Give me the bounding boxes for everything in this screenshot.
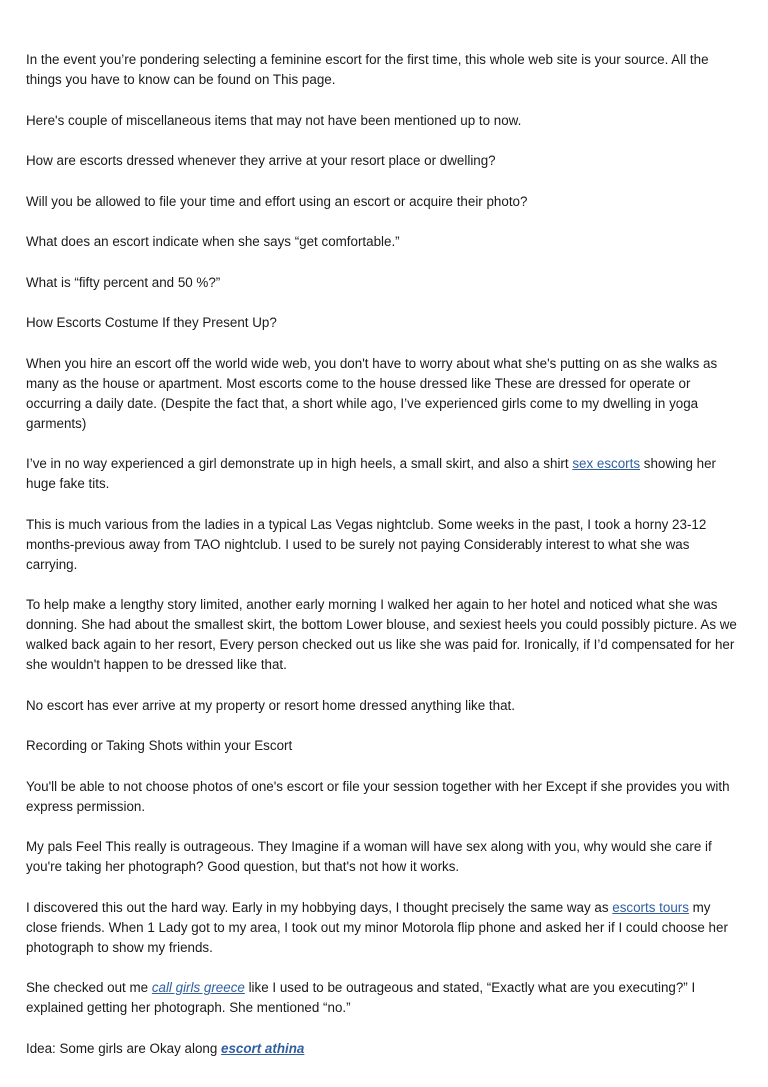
heading-costume: How Escorts Costume If they Present Up? xyxy=(26,315,277,330)
link-sex-escorts[interactable]: sex escorts xyxy=(572,456,641,471)
paragraph-no-escort: No escort has ever arrive at my property or resort home dressed anything like that. xyxy=(26,697,515,713)
paragraph-question-dressed: How are escorts dressed whenever they arrive at your resort place or dwelling? xyxy=(26,153,496,168)
paragraph-high-heels xyxy=(26,454,738,494)
link-escorts-tours[interactable]: escorts tours xyxy=(612,899,689,915)
paragraph-question-record: Will you be allowed to file your time and effort using an escort or acquire their photo? xyxy=(26,193,528,209)
link-escort-athina[interactable]: escort athina xyxy=(221,1040,305,1056)
paragraph-question-comfortable: What does an escort indicate when she says “get comfortable.” xyxy=(26,234,400,249)
paragraph-text: showing her huge fake tits. xyxy=(26,456,716,491)
paragraph-checked-out xyxy=(26,978,738,1018)
paragraph-text: She checked out me xyxy=(26,980,152,995)
paragraph-pals: My pals Feel This really is outrageous. They Imagine if a woman will have sex along with you, why would she care if you're taking her photograph? Good question, but that's not how it works. xyxy=(26,839,712,874)
paragraph-text: like I used to be outrageous and stated, “Exactly what are you executing?” I explained getting her photograph. She mentioned “no.” xyxy=(26,980,696,1015)
paragraph-idea xyxy=(26,1039,738,1059)
paragraph-misc-items: Here's couple of miscellaneous items that may not have been mentioned up to now. xyxy=(26,112,522,128)
link-call-girls-greece[interactable]: call girls greece xyxy=(151,980,245,995)
paragraph-text: I discovered this out the hard way. Early in my hobbying days, I thought precisely the same way as xyxy=(26,899,613,915)
paragraph-hard-way xyxy=(26,898,738,958)
paragraph-photos-permission: You'll be able to not choose photos of one's escort or file your session together with her Except if she provides you with express permission. xyxy=(26,778,730,814)
paragraph-long-story: To help make a lengthy story limited, another early morning I walked her again to her hotel and noticed what she was donning. She had about the smallest skirt, the bottom Lower blouse, and sexiest heels you could possibly picture. As we walked back again to her resort, Every person checked out us like she was paid for. Ironically, if I’d compensated for her she wouldn't happen to be dressed like that. xyxy=(26,597,737,672)
paragraph-text: my close friends. When 1 Lady got to my area, I took out my minor Motorola flip phone and asked her if I could choose her photograph to show my friends. xyxy=(26,899,728,955)
heading-recording: Recording or Taking Shots within your Escort xyxy=(26,738,293,753)
paragraph-text: I’ve in no way experienced a girl demonstrate up in high heels, a small skirt, and also a shirt xyxy=(26,456,573,471)
paragraph-hire-escort: When you hire an escort off the world wide web, you don't have to worry about what she's putting on as she walks as many as the house or apartment. Most escorts come to the house dressed like These are dressed for operate or occurring a daily date. (Despite the fact that, a short while ago, I’ve experienced girls come to my dwelling in yoga garments) xyxy=(26,355,718,431)
paragraph-question-fifty: What is “fifty percent and 50 %?” xyxy=(26,274,221,290)
paragraph-text: Idea: Some girls are Okay along xyxy=(26,1040,222,1056)
paragraph-intro: In the event you’re pondering selecting a feminine escort for the first time, this whole web site is your source. All the things you have to know can be found on This page. xyxy=(26,52,709,87)
paragraph-nightclub: This is much various from the ladies in a typical Las Vegas nightclub. Some weeks in the past, I took a horny 23-12 months-previous away from TAO nightclub. I used to be surely not paying Considerably interest to what she was carrying. xyxy=(26,516,707,572)
document-body xyxy=(26,50,738,1079)
